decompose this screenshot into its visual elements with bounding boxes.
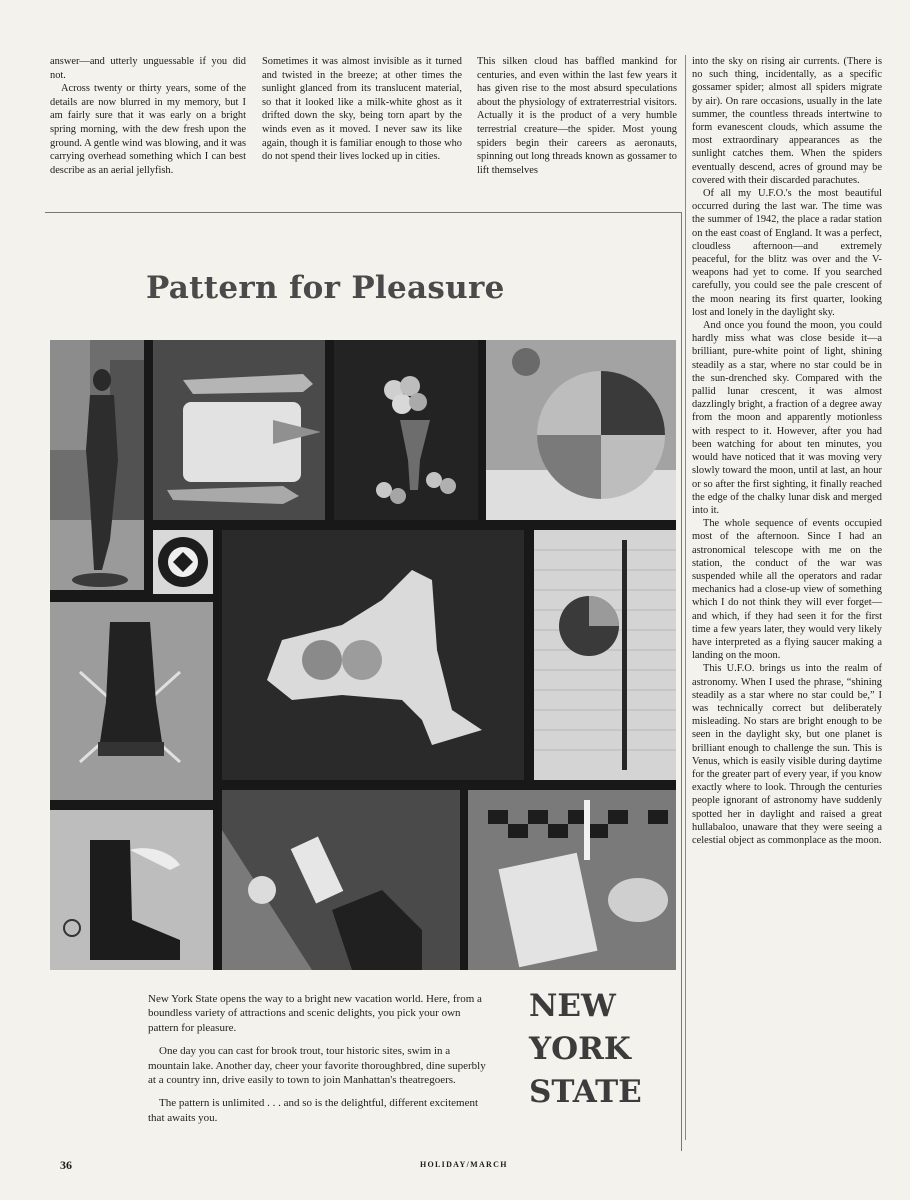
grapes-wine-photo [334,340,478,520]
helmet-photo [50,602,213,800]
column-divider [685,55,686,1140]
paragraph: into the sky on rising air currents. (There is no such thing, incidentally, as a specific gossamer spider; almost all spiders migrate by air). On rare occasions, usually in the late summer, the countless threads intertwine to form evanescent clouds, which assume the most extraordinary appearances as the sunlight catches them. When the spiders eventually descend, acres of ground may be covered with their discarded parachutes. [692,56,882,186]
ad-paragraph: New York State opens the way to a bright new vacation world. Here, from a boundless variety of attractions and scenic delights, you pick your own pattern for pleasure. [148,993,482,1034]
state-map-photo [222,530,524,780]
paragraph: Across twenty or thirty years, some of the details are now blurred in my memory, but I am fairly sure that it was early on a bright spring morning, with the dew fresh upon the ground. A gentle wind was blowing, and it was carrying overhead something which I can best describe as an aerial jellyfish. [50,83,246,176]
tickets-hand-photo [222,790,460,970]
logotype-line: NEW [529,988,616,1024]
paragraph: And once you found the moon, you could hardly miss what was close beside it—a brilliant, pure-white point of light, shining steadily as a star, where no star could be in the sun-drenched sky. Compared with the pallid lunar crescent, it was almost dazzlingly bright, a fraction of a degree away from the moon and apparently motionless with respect to it. However, after you had been watching for about ten minutes, you would have noticed that it was moving very slowly toward the moon, until at last, an hour or so after the first sighting, it finally reached the edge of the chalky lunar disk and merged into it. [692,320,882,516]
paragraph: Sometimes it was almost invisible as it turned and twisted in the breeze; at other times the sunlight glanced from its translucent material, so that it looked like a milk-white ghost as it drifted down the sky, being torn apart by the winds even as it moved. I never saw its like again, though it is familiar enough to those who do not spend their lives locked up in cities. [262,56,462,163]
paragraph: The whole sequence of events occupied most of the afternoon. Since I had an astronomical telescope with me on the station, the conduct of the war was suspended while all the operators and radar mechanics had a close-up view of something which I do not think they will ever forget—and which, if they had seen it for the first time a few years later, they would very likely have interpreted as a flying saucer making a landing on the moon. [692,518,882,662]
ad-title: Pattern for Pleasure [146,270,505,306]
article-column-4 [692,55,882,847]
trout-photo [153,340,325,520]
ad-body-copy [148,992,493,1134]
article-column-1 [50,55,246,177]
brick-wall-photo [534,530,676,780]
thruway-badge [153,530,213,594]
ad-paragraph: The pattern is unlimited . . . and so is the delightful, different excitement that awaits you. [148,1097,479,1124]
page-number: 36 [60,1158,72,1172]
paragraph: This U.F.O. brings us into the realm of astronomy. When I used the phrase, “shining steadily as a star where no star could be,” I was technically correct but deliberately misleading. No stars are bright enough to be seen in the daylight sky, but one planet is brilliant enough to challenge the sun. This is Venus, which is easily visible during daytime for the greater part of every year, if you know exactly where to look. Through the centuries people ignorant of astronomy have suddenly spotted her in daylight and raised a great hullabaloo, unaware that they were seeing a celestial object as commonplace as the moon. [692,663,882,846]
running-head: HOLIDAY/MARCH [420,1160,508,1169]
statue-photo [50,340,144,590]
beach-ball-photo [486,340,676,520]
article-column-2 [262,55,462,164]
ad-paragraph: One day you can cast for brook trout, tour historic sites, swim in a mountain lake. Another day, cheer your favorite thoroughbred, dine superbly at a country inn, drive easily to town to join Manhattan's theatregoers. [148,1045,486,1087]
paragraph: This silken cloud has baffled mankind for centuries, and even within the last few years it has given rise to the most absurd speculations about the physiology of extraterrestrial visitors. Actually it is the product of a very humble terrestrial creature—the spider. Most young spiders begin their careers as aeronauts, spinning out long threads known as gossamer to lift themselves [477,56,677,176]
photo-collage [50,340,676,970]
logotype-line: STATE [529,1074,642,1110]
paragraph: Of all my U.F.O.'s the most beautiful occurred during the last war. The time was the summer of 1942, the place a radar station on the east coast of England. It was a perfect, cloudless afternoon—and extremely peaceful, for the blitz was over and the V-weapons had yet to come. If you searched carefully, you could see the pale crescent of the moon nearing its first quarter, looking lost and lonely in the daylight sky. [692,188,882,318]
new-york-state-logotype [529,985,674,1114]
logotype-line: YORK [529,1031,631,1067]
paragraph: answer—and utterly unguessable if you did not. [50,56,246,81]
boot-horses-photo [50,810,213,970]
dining-menu-photo [468,790,676,970]
article-column-3 [477,55,677,177]
